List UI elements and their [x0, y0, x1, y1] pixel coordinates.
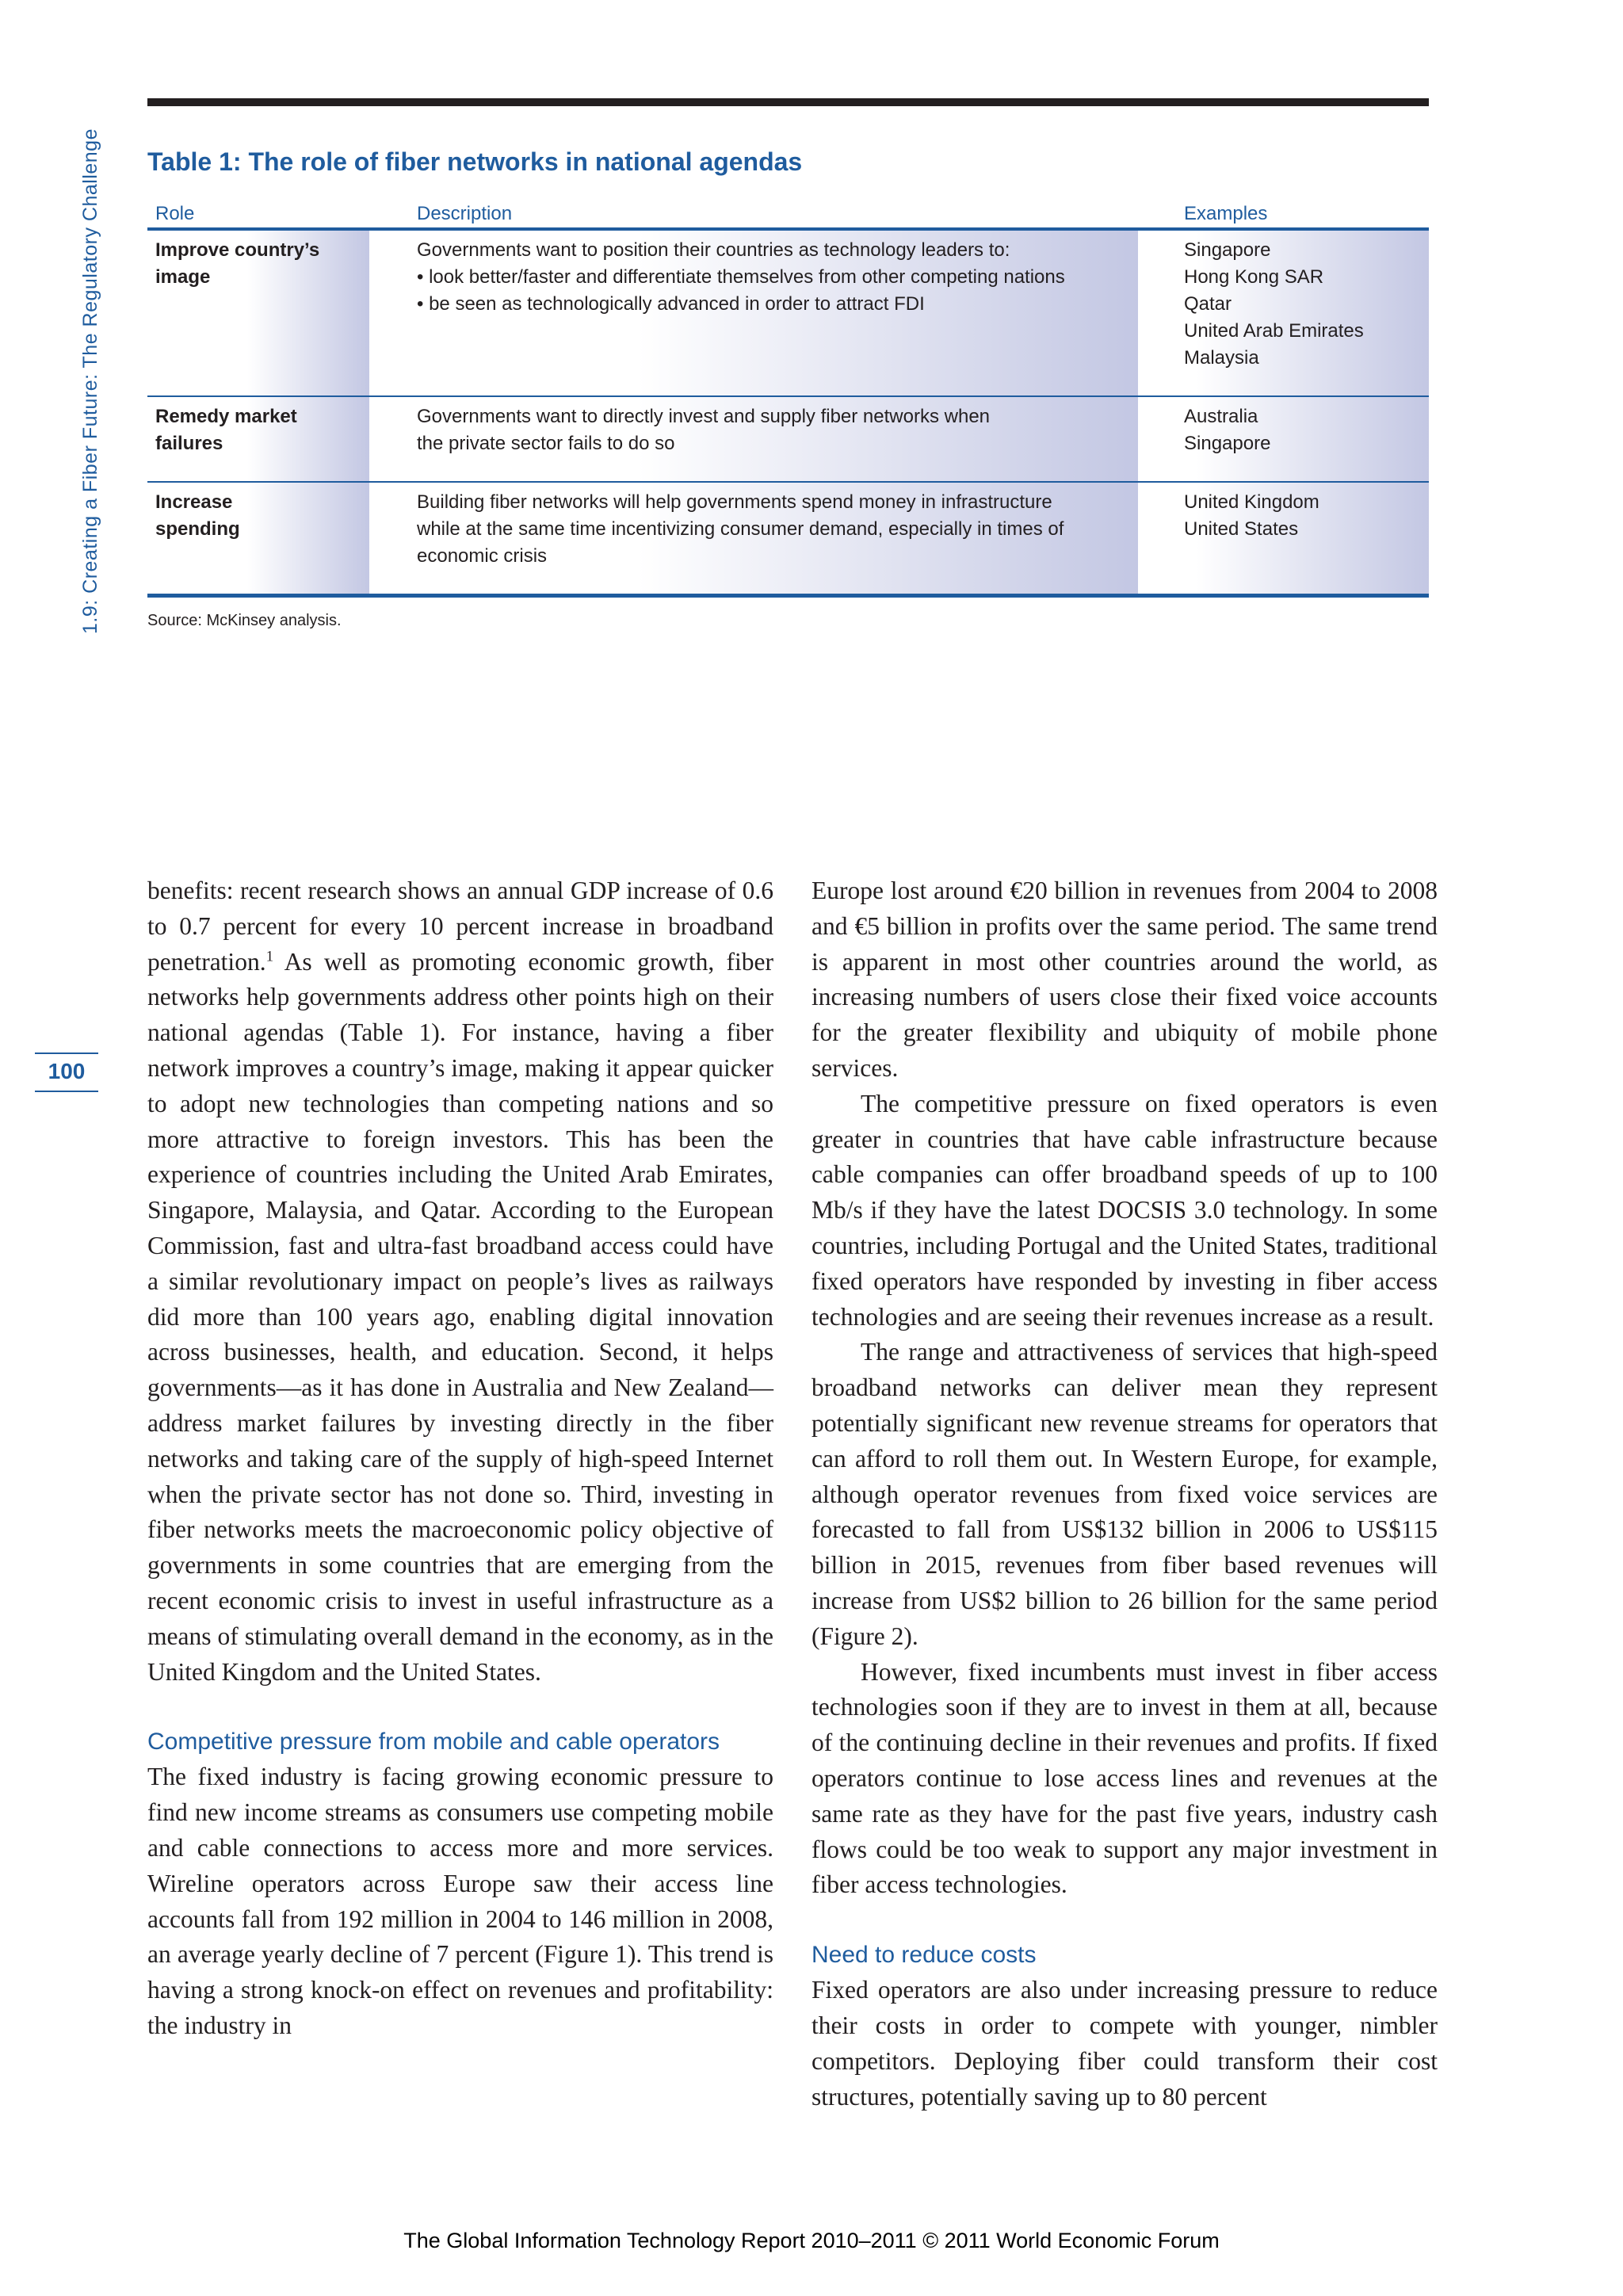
example-item: Australia — [1184, 406, 1258, 427]
roles-table — [147, 197, 1429, 598]
section-heading: Competitive pressure from mobile and cable operators — [147, 1729, 720, 1755]
description-line: Governments want to directly invest and supply fiber networks when — [417, 406, 991, 427]
header-examples: Examples — [1138, 197, 1429, 229]
paragraph-text: benefits: recent research shows an annual GDP increase of 0.6 to 0.7 percent for every 10 percent increase in broadband penetration. — [147, 877, 773, 976]
example-item: Qatar — [1184, 293, 1232, 315]
example-item: United States — [1184, 518, 1299, 540]
section-heading: Need to reduce costs — [812, 1942, 1037, 1969]
paragraph-text: As well as promoting economic growth, fiber networks help governments address other points high on their national agendas (Table 1). For instance, having a fiber network improves a country’s image, making it appear quicker to adopt new technologies than competing nations and so more attractive to foreign investors. This has been the experience of countries including the United Arab Emirates, Singapore, Malaysia, and Qatar. According to the European Commission, fast and ultra-fast broadband access could have a similar revolutionary impact on people’s lives as railways did more than 100 years ago, enabling digital innovation across businesses, health, and education. Second, it helps governments—as it has done in Australia and New Zealand—address market failures by investing directly in the fiber networks and taking care of the supply of high-speed Internet when the private sector has not done so. Third, investing in fiber networks meets the macroeconomic policy objective of governments in some countries that are emerging from the recent economic crisis to invest in useful infrastructure as a means of stimulating overall demand in the economy, as in the United Kingdom and the United States. — [147, 947, 773, 1686]
description-cell — [369, 229, 1138, 396]
role-line: Remedy market — [155, 406, 297, 427]
role-line: Increase — [155, 491, 233, 513]
role-cell — [147, 482, 369, 596]
page-footer: The Global Information Technology Report 2010–2011 © 2011 World Economic Forum — [403, 2229, 1220, 2252]
body-paragraph: However, fixed incumbents must invest in fiber access technologies soon if they are to invest in them at all, because of the continuing decline in their revenues and profits. If fixed operators continue to lose access lines and revenues at the same rate as they have for the past five years, industry cash flows could be too weak to support any major investment in fiber access technologies. — [812, 1657, 1438, 1899]
role-line: image — [155, 266, 211, 288]
description-line: the private sector fails to do so — [417, 433, 675, 454]
top-rule — [147, 98, 1429, 106]
example-item: Malaysia — [1184, 347, 1259, 369]
body-paragraph: Europe lost around €20 billion in revenues from 2004 to 2008 and €5 billion in profits over the same period. The same trend is apparent in most other countries around the world, as increasing numbers of users close their fixed voice accounts for the greater flexibility and ubiquity of mobile phone services. — [812, 877, 1438, 1082]
footnote-marker: 1 — [265, 948, 274, 965]
examples-cell — [1138, 229, 1429, 396]
body-paragraph: The fixed industry is facing growing economic pressure to find new income streams as consumers use competing mobile and cable connections to access more and more services. Wireline operators across Europe saw their access line accounts fall from 192 million in 2004 to 146 million in 2008, an average yearly decline of 7 percent (Figure 1). This trend is having a strong knock-on effect on revenues and profitability: the industry in — [147, 1763, 773, 2039]
role-cell — [147, 229, 369, 396]
body-paragraph: Fixed operators are also under increasing pressure to reduce their costs in order to compete with younger, nimbler competitors. Deploying fiber could transform their cost structures, potentially saving up to 80 percent — [812, 1976, 1438, 2111]
bullet-item: • look better/faster and differentiate themselves from other competing nations — [417, 264, 1130, 291]
bullet-item: • be seen as technologically advanced in order to attract FDI — [417, 291, 1130, 318]
body-paragraph: The range and attractiveness of services that high-speed broadband networks can deliver mean they represent potentially significant new revenue streams for operators that can afford to roll them out. In Western Europe, for example, although operator revenues from fixed voice services are forecasted to fall from US$132 billion in 2006 to US$115 billion in 2015, revenues from fiber based revenues will increase from US$2 billion to 26 billion for the same period (Figure 2). — [812, 1338, 1438, 1650]
description-line: Building fiber networks will help governments spend money in infrastructure — [417, 491, 1052, 513]
description-line: economic crisis — [417, 545, 548, 567]
header-role: Role — [147, 197, 369, 229]
example-item: Hong Kong SAR — [1184, 266, 1324, 288]
description-line: while at the same time incentivizing consumer demand, especially in times of — [417, 518, 1064, 540]
example-item: United Arab Emirates — [1184, 320, 1364, 342]
role-cell — [147, 396, 369, 482]
body-column-right — [812, 873, 1438, 2115]
examples-cell — [1138, 396, 1429, 482]
example-item: Singapore — [1184, 433, 1271, 454]
description-cell — [369, 482, 1138, 596]
header-description: Description — [369, 197, 1138, 229]
table-figure — [147, 98, 1429, 630]
body-paragraph: The competitive pressure on fixed operators is even greater in countries that have cable infrastructure because cable companies can offer broadband speeds of up to 100 Mb/s if they have the latest DOCSIS 3.0 technology. In some countries, including Portugal and the United States, traditional fixed operators have responded by investing in fiber access technologies and are seeing their revenues increase as a result. — [812, 1089, 1438, 1331]
body-paragraph — [147, 873, 773, 1690]
table-title: Table 1: The role of fiber networks in national agendas — [147, 147, 803, 176]
table-row — [147, 396, 1429, 482]
table-header-row — [147, 197, 1429, 229]
body-column-left — [147, 873, 773, 2044]
description-line: Governments want to position their countries as technology leaders to: — [417, 239, 1010, 261]
role-line: Improve country’s — [155, 239, 320, 261]
table-row — [147, 229, 1429, 396]
examples-cell — [1138, 482, 1429, 596]
table-body — [147, 229, 1429, 596]
role-line: spending — [155, 518, 240, 540]
chapter-title: 1.9: Creating a Fiber Future: The Regulatory Challenge — [79, 128, 101, 634]
table-row — [147, 482, 1429, 596]
role-line: failures — [155, 433, 223, 454]
example-item: Singapore — [1184, 239, 1271, 261]
page-number: 100 — [35, 1052, 98, 1092]
example-item: United Kingdom — [1184, 491, 1319, 513]
table-source: Source: McKinsey analysis. — [147, 612, 342, 629]
description-cell — [369, 396, 1138, 482]
